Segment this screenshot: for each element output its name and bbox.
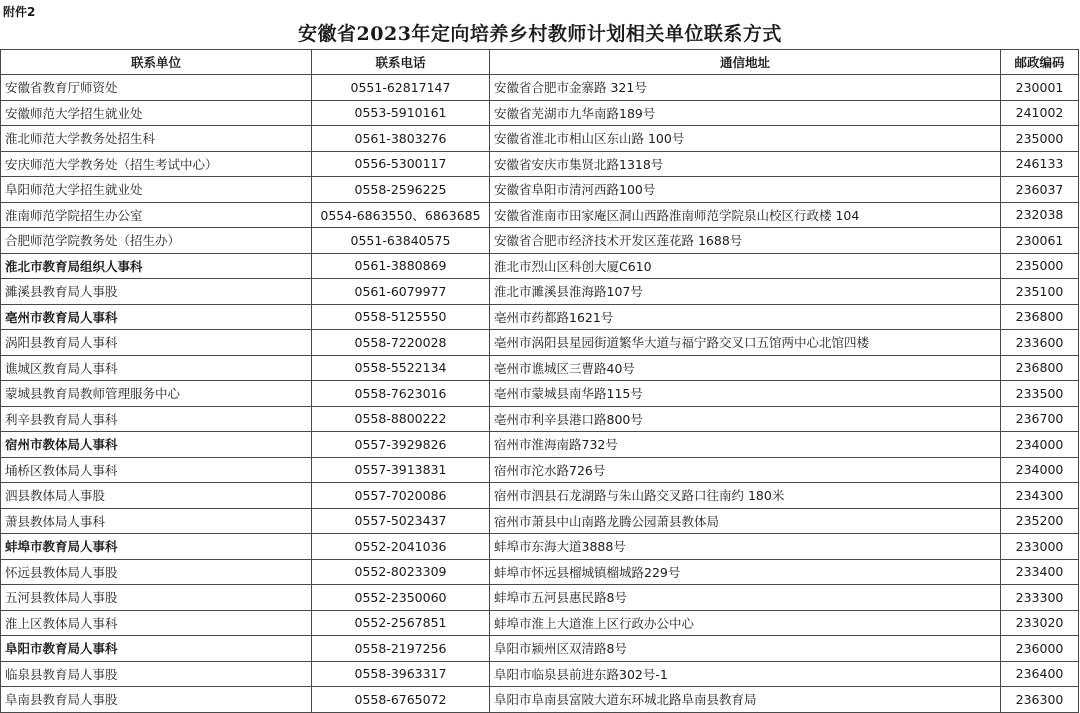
table-row bbox=[1, 432, 1079, 458]
table-row bbox=[1, 610, 1079, 636]
unit-cell: 濉溪县教育局人事股 bbox=[1, 279, 312, 305]
address-cell: 亳州市药都路1621号 bbox=[490, 304, 1001, 330]
phone-cell: 0561-3880869 bbox=[312, 253, 490, 279]
address-cell: 亳州市利辛县港口路800号 bbox=[490, 406, 1001, 432]
unit-cell: 蒙城县教育局教师管理服务中心 bbox=[1, 381, 312, 407]
phone-cell: 0558-5522134 bbox=[312, 355, 490, 381]
zip-cell: 236800 bbox=[1001, 355, 1079, 381]
address-cell: 亳州市涡阳县星园街道繁华大道与福宁路交叉口五馆两中心北馆四楼 bbox=[490, 330, 1001, 356]
table-row bbox=[1, 151, 1079, 177]
zip-cell: 236000 bbox=[1001, 636, 1079, 662]
phone-cell: 0557-3913831 bbox=[312, 457, 490, 483]
table-row bbox=[1, 100, 1079, 126]
address-cell: 蚌埠市怀远县榴城镇榴城路229号 bbox=[490, 559, 1001, 585]
table-row bbox=[1, 483, 1079, 509]
address-cell: 安徽省安庆市集贤北路1318号 bbox=[490, 151, 1001, 177]
phone-cell: 0553-5910161 bbox=[312, 100, 490, 126]
phone-cell: 0552-2041036 bbox=[312, 534, 490, 560]
phone-cell: 0551-62817147 bbox=[312, 75, 490, 101]
zip-cell: 236800 bbox=[1001, 304, 1079, 330]
address-cell: 宿州市泗县石龙湖路与朱山路交叉路口往南约 180米 bbox=[490, 483, 1001, 509]
phone-cell: 0558-3963317 bbox=[312, 661, 490, 687]
zip-cell: 235200 bbox=[1001, 508, 1079, 534]
unit-cell: 阜阳师范大学招生就业处 bbox=[1, 177, 312, 203]
address-cell: 安徽省合肥市金寨路 321号 bbox=[490, 75, 1001, 101]
phone-cell: 0556-5300117 bbox=[312, 151, 490, 177]
unit-cell: 淮北市教育局组织人事科 bbox=[1, 253, 312, 279]
zip-cell: 234000 bbox=[1001, 432, 1079, 458]
unit-cell: 安庆师范大学教务处（招生考试中心） bbox=[1, 151, 312, 177]
contact-table bbox=[0, 49, 1079, 713]
table-row bbox=[1, 636, 1079, 662]
phone-cell: 0558-2596225 bbox=[312, 177, 490, 203]
unit-cell: 临泉县教育局人事股 bbox=[1, 661, 312, 687]
zip-cell: 233400 bbox=[1001, 559, 1079, 585]
phone-cell: 0558-5125550 bbox=[312, 304, 490, 330]
address-cell: 宿州市萧县中山南路龙腾公园萧县教体局 bbox=[490, 508, 1001, 534]
address-cell: 宿州市沱水路726号 bbox=[490, 457, 1001, 483]
zip-cell: 233020 bbox=[1001, 610, 1079, 636]
address-cell: 蚌埠市东海大道3888号 bbox=[490, 534, 1001, 560]
attachment-label: 附件2 bbox=[3, 5, 36, 19]
address-cell: 蚌埠市淮上大道淮上区行政办公中心 bbox=[490, 610, 1001, 636]
table-row bbox=[1, 355, 1079, 381]
address-cell: 安徽省合肥市经济技术开发区莲花路 1688号 bbox=[490, 228, 1001, 254]
unit-cell: 安徽省教育厅师资处 bbox=[1, 75, 312, 101]
address-cell: 蚌埠市五河县惠民路8号 bbox=[490, 585, 1001, 611]
phone-cell: 0558-8800222 bbox=[312, 406, 490, 432]
table-row bbox=[1, 508, 1079, 534]
unit-cell: 淮南师范学院招生办公室 bbox=[1, 202, 312, 228]
address-cell: 淮北市烈山区科创大厦C610 bbox=[490, 253, 1001, 279]
phone-cell: 0551-63840575 bbox=[312, 228, 490, 254]
table-row bbox=[1, 381, 1079, 407]
zip-cell: 236400 bbox=[1001, 661, 1079, 687]
address-cell: 亳州市谯城区三曹路40号 bbox=[490, 355, 1001, 381]
table-row bbox=[1, 687, 1079, 713]
zip-cell: 232038 bbox=[1001, 202, 1079, 228]
unit-cell: 合肥师范学院教务处（招生办） bbox=[1, 228, 312, 254]
table-row bbox=[1, 75, 1079, 101]
table-row bbox=[1, 253, 1079, 279]
zip-cell: 241002 bbox=[1001, 100, 1079, 126]
unit-cell: 五河县教体局人事股 bbox=[1, 585, 312, 611]
header-zip: 邮政编码 bbox=[1001, 50, 1079, 75]
unit-cell: 安徽师范大学招生就业处 bbox=[1, 100, 312, 126]
unit-cell: 阜南县教育局人事股 bbox=[1, 687, 312, 713]
phone-cell: 0558-7623016 bbox=[312, 381, 490, 407]
phone-cell: 0561-3803276 bbox=[312, 126, 490, 152]
phone-cell: 0557-5023437 bbox=[312, 508, 490, 534]
unit-cell: 谯城区教育局人事科 bbox=[1, 355, 312, 381]
unit-cell: 阜阳市教育局人事科 bbox=[1, 636, 312, 662]
phone-cell: 0557-7020086 bbox=[312, 483, 490, 509]
header-address: 通信地址 bbox=[490, 50, 1001, 75]
header-phone: 联系电话 bbox=[312, 50, 490, 75]
unit-cell: 涡阳县教育局人事科 bbox=[1, 330, 312, 356]
zip-cell: 233000 bbox=[1001, 534, 1079, 560]
table-row bbox=[1, 304, 1079, 330]
address-cell: 安徽省淮南市田家庵区洞山西路淮南师范学院泉山校区行政楼 104 bbox=[490, 202, 1001, 228]
table-row bbox=[1, 406, 1079, 432]
phone-cell: 0558-6765072 bbox=[312, 687, 490, 713]
unit-cell: 泗县教体局人事股 bbox=[1, 483, 312, 509]
table-row bbox=[1, 202, 1079, 228]
phone-cell: 0557-3929826 bbox=[312, 432, 490, 458]
header-row bbox=[1, 50, 1079, 75]
phone-cell: 0558-7220028 bbox=[312, 330, 490, 356]
address-cell: 宿州市淮海南路732号 bbox=[490, 432, 1001, 458]
header-unit: 联系单位 bbox=[1, 50, 312, 75]
address-cell: 阜阳市临泉县前进东路302号-1 bbox=[490, 661, 1001, 687]
zip-cell: 230061 bbox=[1001, 228, 1079, 254]
table-row bbox=[1, 585, 1079, 611]
unit-cell: 怀远县教体局人事股 bbox=[1, 559, 312, 585]
zip-cell: 236037 bbox=[1001, 177, 1079, 203]
zip-cell: 233600 bbox=[1001, 330, 1079, 356]
unit-cell: 萧县教体局人事科 bbox=[1, 508, 312, 534]
phone-cell: 0558-2197256 bbox=[312, 636, 490, 662]
table-row bbox=[1, 228, 1079, 254]
table-row bbox=[1, 279, 1079, 305]
zip-cell: 233300 bbox=[1001, 585, 1079, 611]
document-title: 安徽省2023年定向培养乡村教师计划相关单位联系方式 bbox=[298, 23, 782, 45]
phone-cell: 0561-6079977 bbox=[312, 279, 490, 305]
table-body bbox=[1, 75, 1079, 713]
table-row bbox=[1, 330, 1079, 356]
zip-cell: 235000 bbox=[1001, 126, 1079, 152]
phone-cell: 0552-2567851 bbox=[312, 610, 490, 636]
zip-cell: 233500 bbox=[1001, 381, 1079, 407]
unit-cell: 宿州市教体局人事科 bbox=[1, 432, 312, 458]
zip-cell: 234000 bbox=[1001, 457, 1079, 483]
table-row bbox=[1, 177, 1079, 203]
zip-cell: 235000 bbox=[1001, 253, 1079, 279]
address-cell: 安徽省阜阳市清河西路100号 bbox=[490, 177, 1001, 203]
table-row bbox=[1, 661, 1079, 687]
zip-cell: 236700 bbox=[1001, 406, 1079, 432]
unit-cell: 亳州市教育局人事科 bbox=[1, 304, 312, 330]
phone-cell: 0554-6863550、6863685 bbox=[312, 202, 490, 228]
table-row bbox=[1, 559, 1079, 585]
unit-cell: 淮上区教体局人事科 bbox=[1, 610, 312, 636]
table-row bbox=[1, 457, 1079, 483]
unit-cell: 埇桥区教体局人事科 bbox=[1, 457, 312, 483]
address-cell: 淮北市濉溪县淮海路107号 bbox=[490, 279, 1001, 305]
address-cell: 阜阳市颍州区双清路8号 bbox=[490, 636, 1001, 662]
phone-cell: 0552-8023309 bbox=[312, 559, 490, 585]
zip-cell: 234300 bbox=[1001, 483, 1079, 509]
phone-cell: 0552-2350060 bbox=[312, 585, 490, 611]
unit-cell: 蚌埠市教育局人事科 bbox=[1, 534, 312, 560]
unit-cell: 淮北师范大学教务处招生科 bbox=[1, 126, 312, 152]
address-cell: 安徽省芜湖市九华南路189号 bbox=[490, 100, 1001, 126]
zip-cell: 236300 bbox=[1001, 687, 1079, 713]
address-cell: 安徽省淮北市相山区东山路 100号 bbox=[490, 126, 1001, 152]
unit-cell: 利辛县教育局人事科 bbox=[1, 406, 312, 432]
zip-cell: 235100 bbox=[1001, 279, 1079, 305]
zip-cell: 246133 bbox=[1001, 151, 1079, 177]
table-row bbox=[1, 126, 1079, 152]
address-cell: 阜阳市阜南县富陂大道东环城北路阜南县教育局 bbox=[490, 687, 1001, 713]
address-cell: 亳州市蒙城县南华路115号 bbox=[490, 381, 1001, 407]
table-row bbox=[1, 534, 1079, 560]
zip-cell: 230001 bbox=[1001, 75, 1079, 101]
